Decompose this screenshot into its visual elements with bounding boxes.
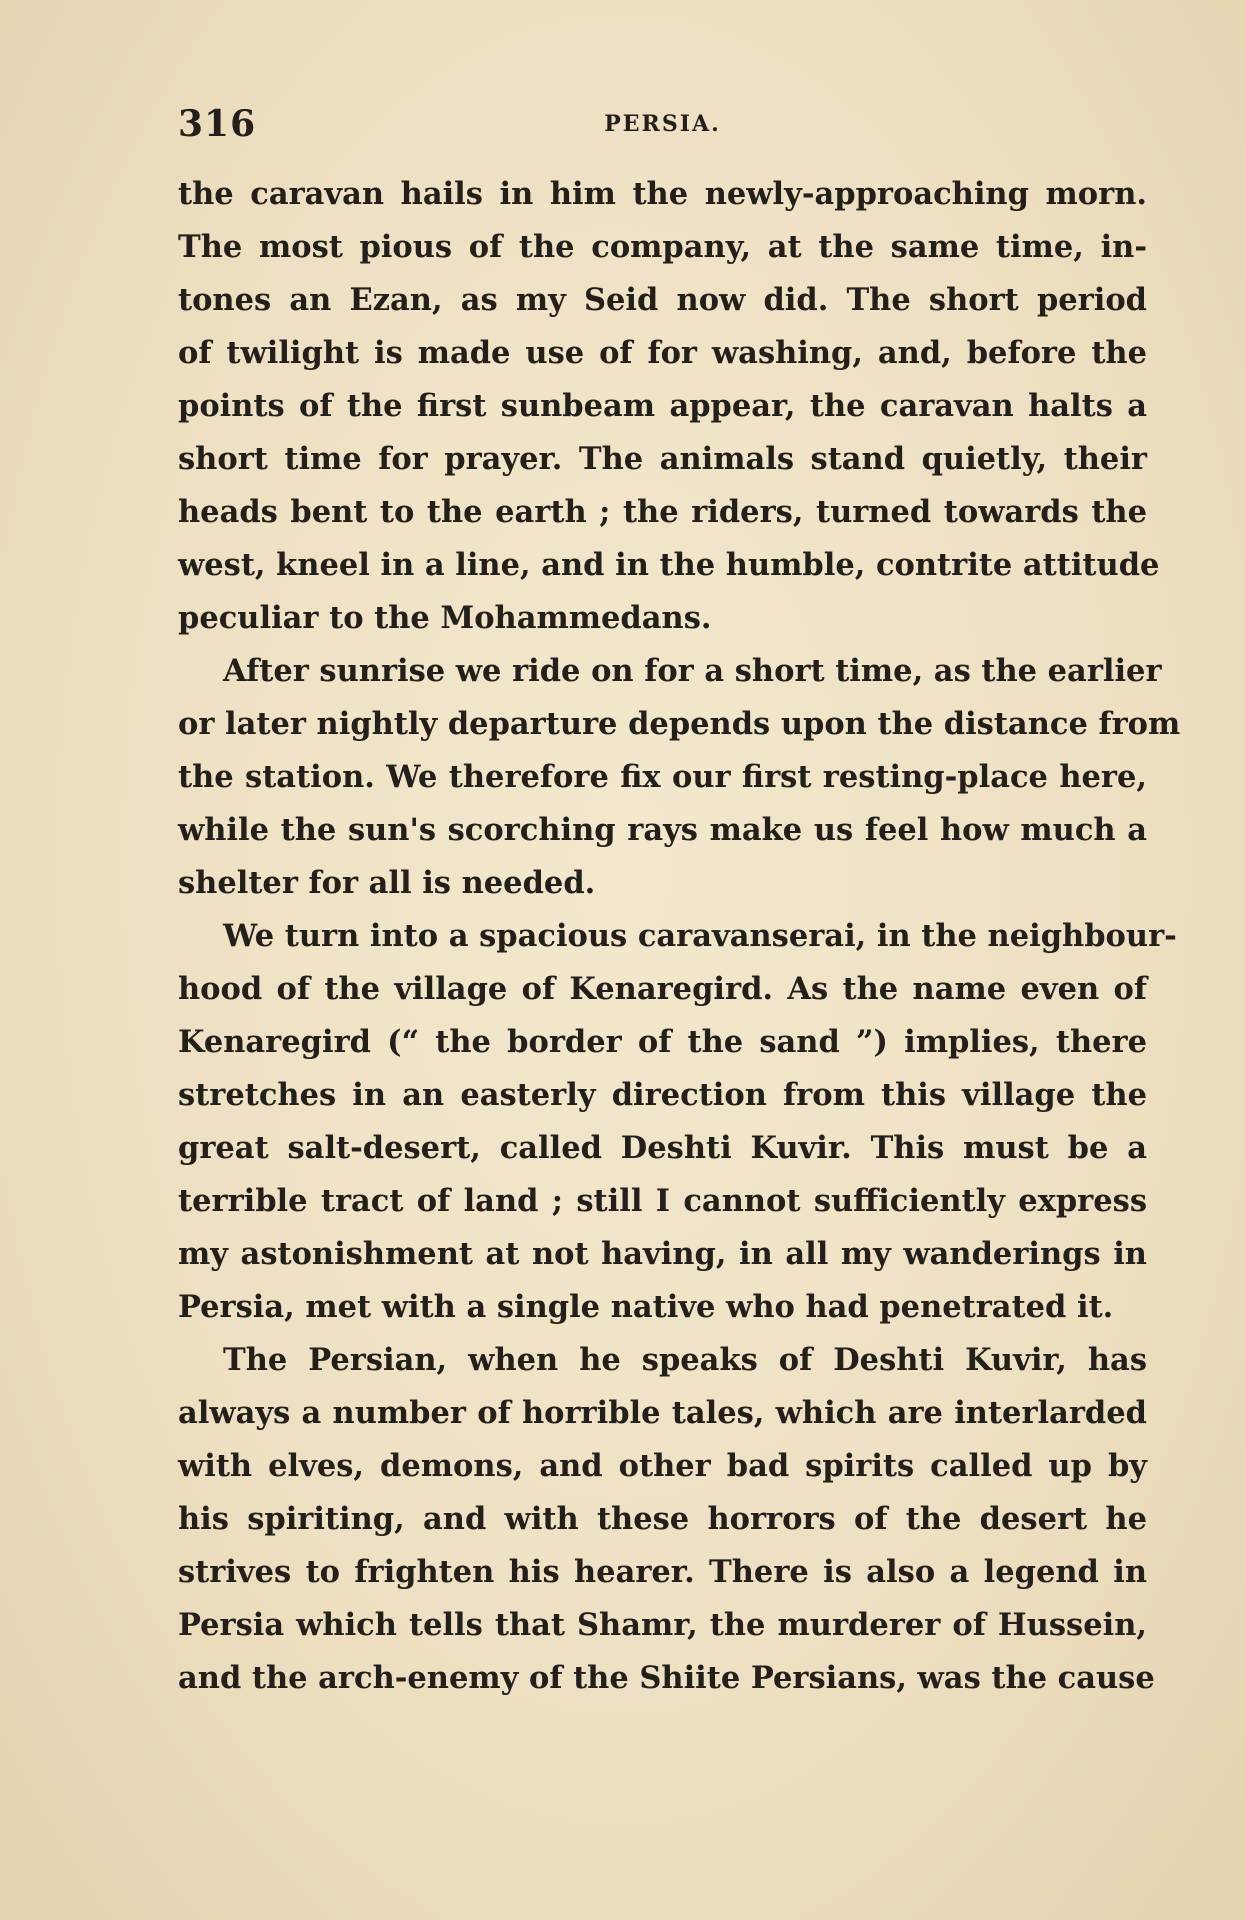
text-line: tones an Ezan, as my Seid now did. The short period bbox=[178, 282, 1147, 318]
text-line: with elves, demons, and other bad spirits called up by bbox=[178, 1448, 1147, 1484]
text-line: or later nightly departure depends upon the distance from bbox=[178, 706, 1181, 742]
text-line: always a number of horrible tales, which are interlarded bbox=[178, 1395, 1147, 1431]
page-header bbox=[178, 100, 1147, 148]
text-line: great salt-desert, called Deshti Kuvir. This must be a bbox=[178, 1130, 1147, 1166]
text-line: the caravan hails in him the newly-approaching morn. bbox=[178, 176, 1147, 212]
running-title: PERSIA. bbox=[604, 111, 721, 137]
body-text bbox=[178, 168, 1181, 1705]
text-line: shelter for all is needed. bbox=[178, 865, 596, 901]
text-line: of twilight is made use of for washing, and, before the bbox=[178, 335, 1147, 371]
text-line: points of the first sunbeam appear, the caravan halts a bbox=[178, 388, 1147, 424]
page-number: 316 bbox=[178, 103, 257, 145]
text-line: After sunrise we ride on for a short time, as the earlier bbox=[223, 653, 1162, 689]
text-line: stretches in an easterly direction from this village the bbox=[178, 1077, 1147, 1113]
text-line: strives to frighten his hearer. There is also a legend in bbox=[178, 1554, 1147, 1590]
text-line: his spiriting, and with these horrors of the desert he bbox=[178, 1501, 1147, 1537]
text-line: heads bent to the earth ; the riders, turned towards the bbox=[178, 494, 1147, 530]
text-line: while the sun's scorching rays make us feel how much a bbox=[178, 812, 1147, 848]
text-line: The Persian, when he speaks of Deshti Kuvir, has bbox=[223, 1342, 1147, 1378]
text-line: west, kneel in a line, and in the humble, contrite attitude bbox=[178, 547, 1160, 583]
text-line: The most pious of the company, at the same time, in- bbox=[178, 229, 1147, 265]
text-line: We turn into a spacious caravanserai, in the neighbour- bbox=[223, 918, 1177, 954]
text-line: Persia, met with a single native who had penetrated it. bbox=[178, 1289, 1114, 1325]
text-line: my astonishment at not having, in all my wanderings in bbox=[178, 1236, 1147, 1272]
text-line: short time for prayer. The animals stand quietly, their bbox=[178, 441, 1147, 477]
text-line: hood of the village of Kenaregird. As the name even of bbox=[178, 971, 1147, 1007]
text-line: and the arch-enemy of the Shiite Persians, was the cause bbox=[178, 1660, 1155, 1696]
text-line: peculiar to the Mohammedans. bbox=[178, 600, 712, 636]
text-line: Kenaregird (“ the border of the sand ”) implies, there bbox=[178, 1024, 1147, 1060]
text-line: terrible tract of land ; still I cannot sufficiently express bbox=[178, 1183, 1147, 1219]
text-line: the station. We therefore fix our first resting-place here, bbox=[178, 759, 1147, 795]
text-line: Persia which tells that Shamr, the murderer of Hussein, bbox=[178, 1607, 1147, 1643]
